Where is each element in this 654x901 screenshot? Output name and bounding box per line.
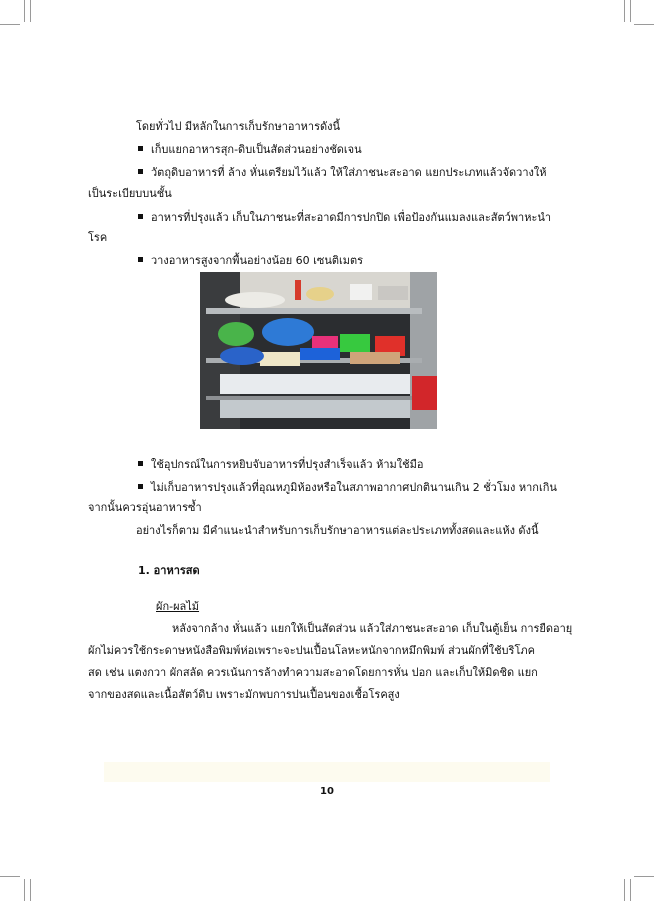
- crop-mark: [624, 879, 625, 901]
- kitchen-shelf-photo: [200, 272, 437, 429]
- crop-mark: [0, 876, 20, 877]
- page-number: 10: [320, 786, 334, 797]
- crop-mark: [630, 0, 631, 22]
- bullet-continuation: เป็นระเบียบบนชั้น: [88, 187, 172, 200]
- intro-line: โดยทั่วไป มีหลักในการเก็บรักษาอาหารดังนี้: [136, 120, 341, 133]
- crop-mark: [634, 24, 654, 25]
- bullet-text: เก็บแยกอาหารสุก-ดิบเป็นสัดส่วนอย่างชัดเจน: [151, 143, 362, 156]
- crop-mark: [0, 24, 20, 25]
- bullet-text: อาหารที่ปรุงแล้ว เก็บในภาชนะที่สะอาดมีการปกปิด เพื่อป้องกันแมลงและสัตว์พาหะนำ: [151, 211, 552, 224]
- bullet-two-hour-rule: [138, 478, 557, 498]
- bullet-covered-containers: [138, 208, 551, 228]
- crop-mark: [634, 876, 654, 877]
- crop-mark: [30, 879, 31, 901]
- body-line: หลังจากล้าง หั่นแล้ว แยกให้เป็นสัดส่วน แล้วใส่ภาชนะสะอาด เก็บในตู้เย็น การยืดอายุ: [172, 622, 573, 635]
- bullet-text: วางอาหารสูงจากพื้นอย่างน้อย 60 เซนติเมตร: [151, 254, 364, 267]
- bullet-separate-raw-cooked: [138, 140, 362, 160]
- crop-mark: [30, 0, 31, 22]
- crop-mark: [630, 879, 631, 901]
- crop-mark: [24, 879, 25, 901]
- bullet-text: ไม่เก็บอาหารปรุงแล้วที่อุณหภูมิห้องหรือในสภาพอากาศปกตินานเกิน 2 ชั่วโมง หากเกิน: [151, 481, 557, 494]
- bullet-off-floor: [138, 251, 363, 271]
- crop-mark: [24, 0, 25, 22]
- bullet-continuation: โรค: [88, 231, 108, 244]
- bullet-text: ใช้อุปกรณ์ในการหยิบจับอาหารที่ปรุงสำเร็จแล้ว ห้ามใช้มือ: [151, 458, 424, 471]
- bullet-continuation: จากนั้นควรอุ่นอาหารซ้ำ: [88, 501, 202, 514]
- bullet-prepared-ingredients: [138, 163, 547, 183]
- bullet-text: วัตถุดิบอาหารที่ ล้าง หั่นเตรียมไว้แล้ว ให้ใส่ภาชนะสะอาด แยกประเภทแล้วจัดวางให้: [151, 166, 547, 179]
- footer-band: [104, 762, 550, 782]
- body-line: สด เช่น แตงกวา ผักสลัด ควรเน้นการล้างทำความสะอาดโดยการหั่น ปอก และเก็บให้มิดชิด แยก: [88, 666, 538, 679]
- body-line: ผักไม่ควรใช้กระดาษหนังสือพิมพ์ห่อเพราะจะปนเปื้อนโลหะหนักจากหมึกพิมพ์ ส่วนผักที่ใช้บริโภค: [88, 644, 535, 657]
- body-line: จากของสดและเนื้อสัตว์ดิบ เพราะมักพบการปนเปื้อนของเชื้อโรคสูง: [88, 688, 400, 701]
- bullet-use-utensils: [138, 455, 423, 475]
- subheading: ผัก-ผลไม้: [156, 600, 200, 613]
- section-heading: 1. อาหารสด: [138, 564, 200, 577]
- crop-mark: [624, 0, 625, 22]
- guidance-line: อย่างไรก็ตาม มีคำแนะนำสำหรับการเก็บรักษาอาหารแต่ละประเภททั้งสดและแห้ง ดังนี้: [136, 524, 539, 537]
